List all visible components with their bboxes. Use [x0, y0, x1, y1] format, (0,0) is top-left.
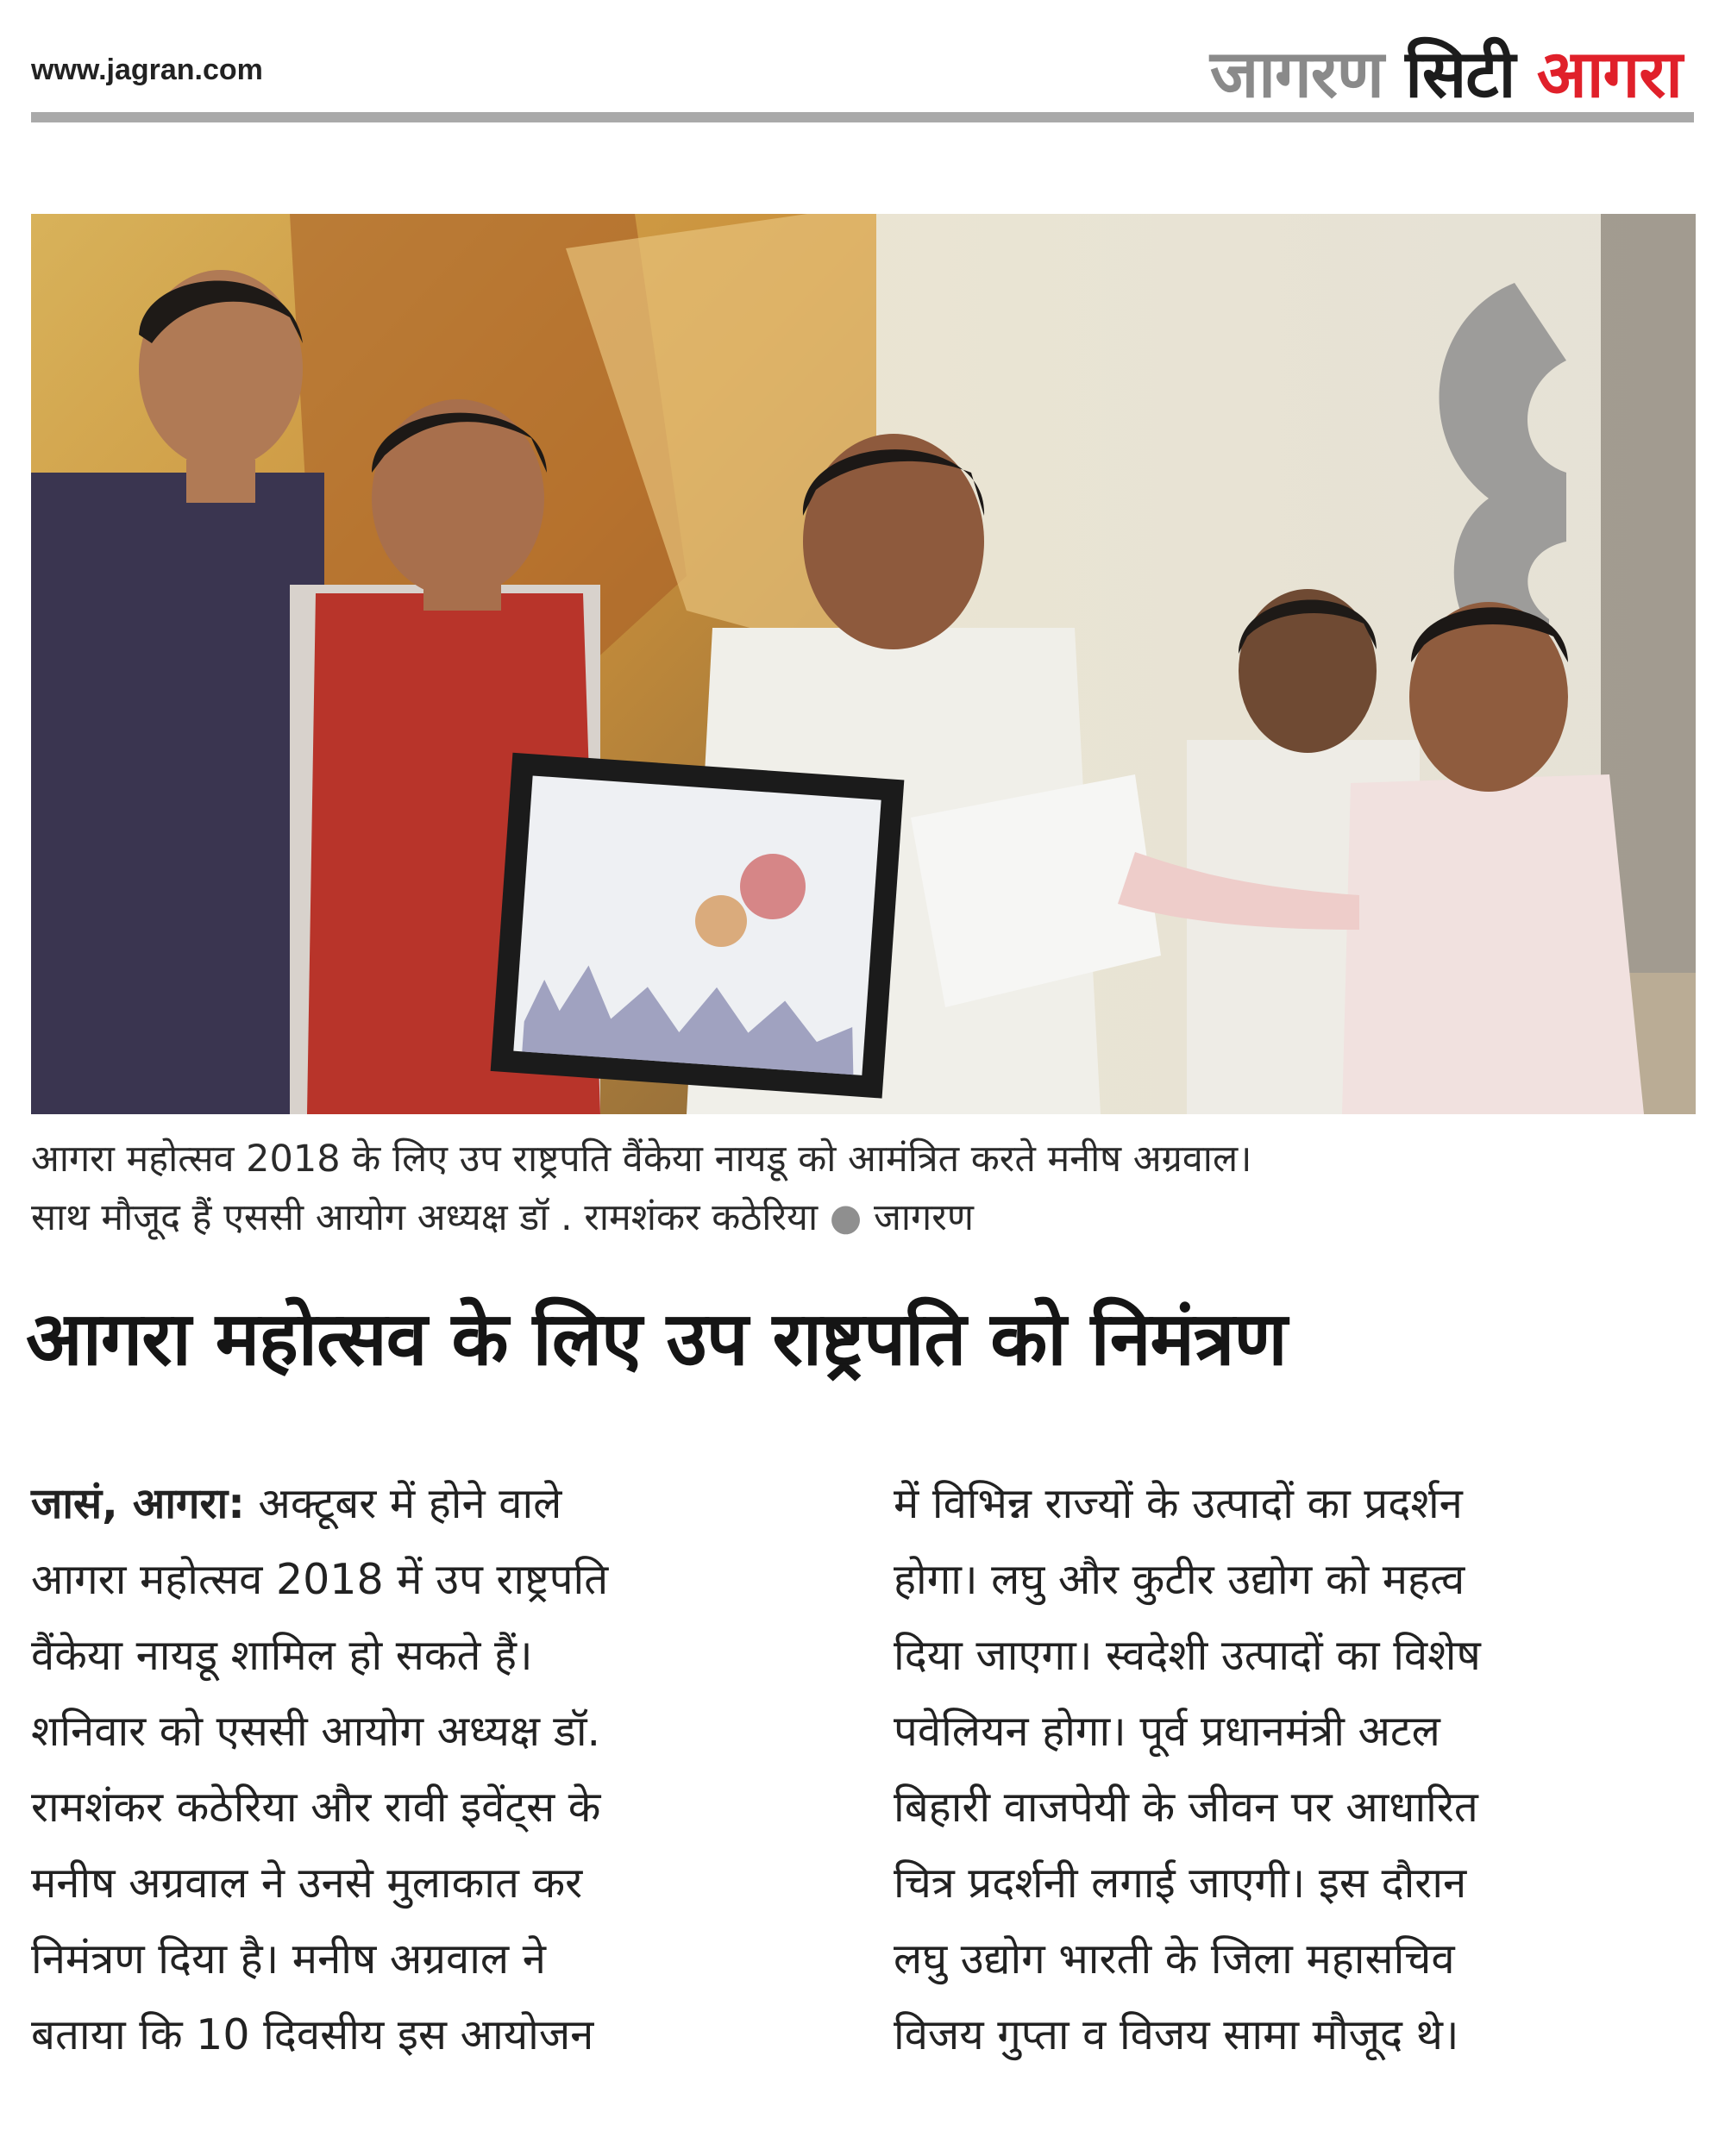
body-line: बताया कि 10 दिवसीय इस आयोजन: [31, 2010, 594, 2059]
body-line: दिया जाएगा। स्वदेशी उत्पादों का विशेष: [894, 1631, 1481, 1680]
masthead-part-2: सिटी: [1405, 35, 1537, 112]
article-column-left: [31, 1466, 833, 2073]
dateline: जासं, आगरा:: [31, 1479, 245, 1528]
body-line: होगा। लघु और कुटीर उद्योग को महत्व: [894, 1555, 1465, 1604]
masthead: [1209, 35, 1682, 112]
site-url: www.jagran.com: [31, 53, 263, 86]
body-line: निमंत्रण दिया है। मनीष अग्रवाल ने: [31, 1934, 546, 1984]
body-line: [31, 1466, 833, 1542]
caption-line-2-text: साथ मौजूद हैं एससी आयोग अध्यक्ष डॉ . रामशंकर कठेरिया: [31, 1196, 830, 1239]
photo-credit: जागरण: [862, 1196, 974, 1239]
body-line: बिहारी वाजपेयी के जीवन पर आधारित: [894, 1783, 1478, 1832]
body-line: आगरा महोत्सव 2018 में उप राष्ट्रपति: [31, 1555, 609, 1604]
masthead-part-1: जागरण: [1209, 35, 1406, 112]
body-line: पवेलियन होगा। पूर्व प्रधानमंत्री अटल: [894, 1707, 1440, 1756]
article-headline: आगरा महोत्सव के लिए उप राष्ट्रपति को निमंत्रण: [26, 1296, 1287, 1382]
caption-line-1: आगरा महोत्सव 2018 के लिए उप राष्ट्रपति वैंकेया नायडू को आमंत्रित करते मनीष अग्रवाल।: [31, 1138, 1252, 1181]
news-photo: [31, 214, 1696, 1114]
caption-bullet: ●: [829, 1196, 862, 1239]
body-line: में विभिन्न राज्यों के उत्पादों का प्रदर्शन: [894, 1479, 1463, 1528]
body-line: मनीष अग्रवाल ने उनसे मुलाकात कर: [31, 1858, 583, 1908]
masthead-part-3: आगरा: [1536, 35, 1682, 112]
body-line-text: अक्टूबर में होने वाले: [244, 1479, 562, 1528]
body-line: वैंकेया नायडू शामिल हो सकते हैं।: [31, 1631, 533, 1680]
header-rule: [31, 112, 1694, 122]
body-line: विजय गुप्ता व विजय सामा मौजूद थे।: [894, 2010, 1459, 2059]
caption-line-2: [31, 1188, 1696, 1247]
photo-caption: [31, 1130, 1696, 1247]
body-line: रामशंकर कठेरिया और रावी इवेंट्स के: [31, 1783, 601, 1832]
body-line: चित्र प्रदर्शनी लगाई जाएगी। इस दौरान: [894, 1858, 1467, 1908]
article-column-right: [894, 1466, 1696, 2073]
body-line: शनिवार को एससी आयोग अध्यक्ष डॉ.: [31, 1707, 601, 1756]
body-line: लघु उद्योग भारती के जिला महासचिव: [894, 1934, 1455, 1984]
